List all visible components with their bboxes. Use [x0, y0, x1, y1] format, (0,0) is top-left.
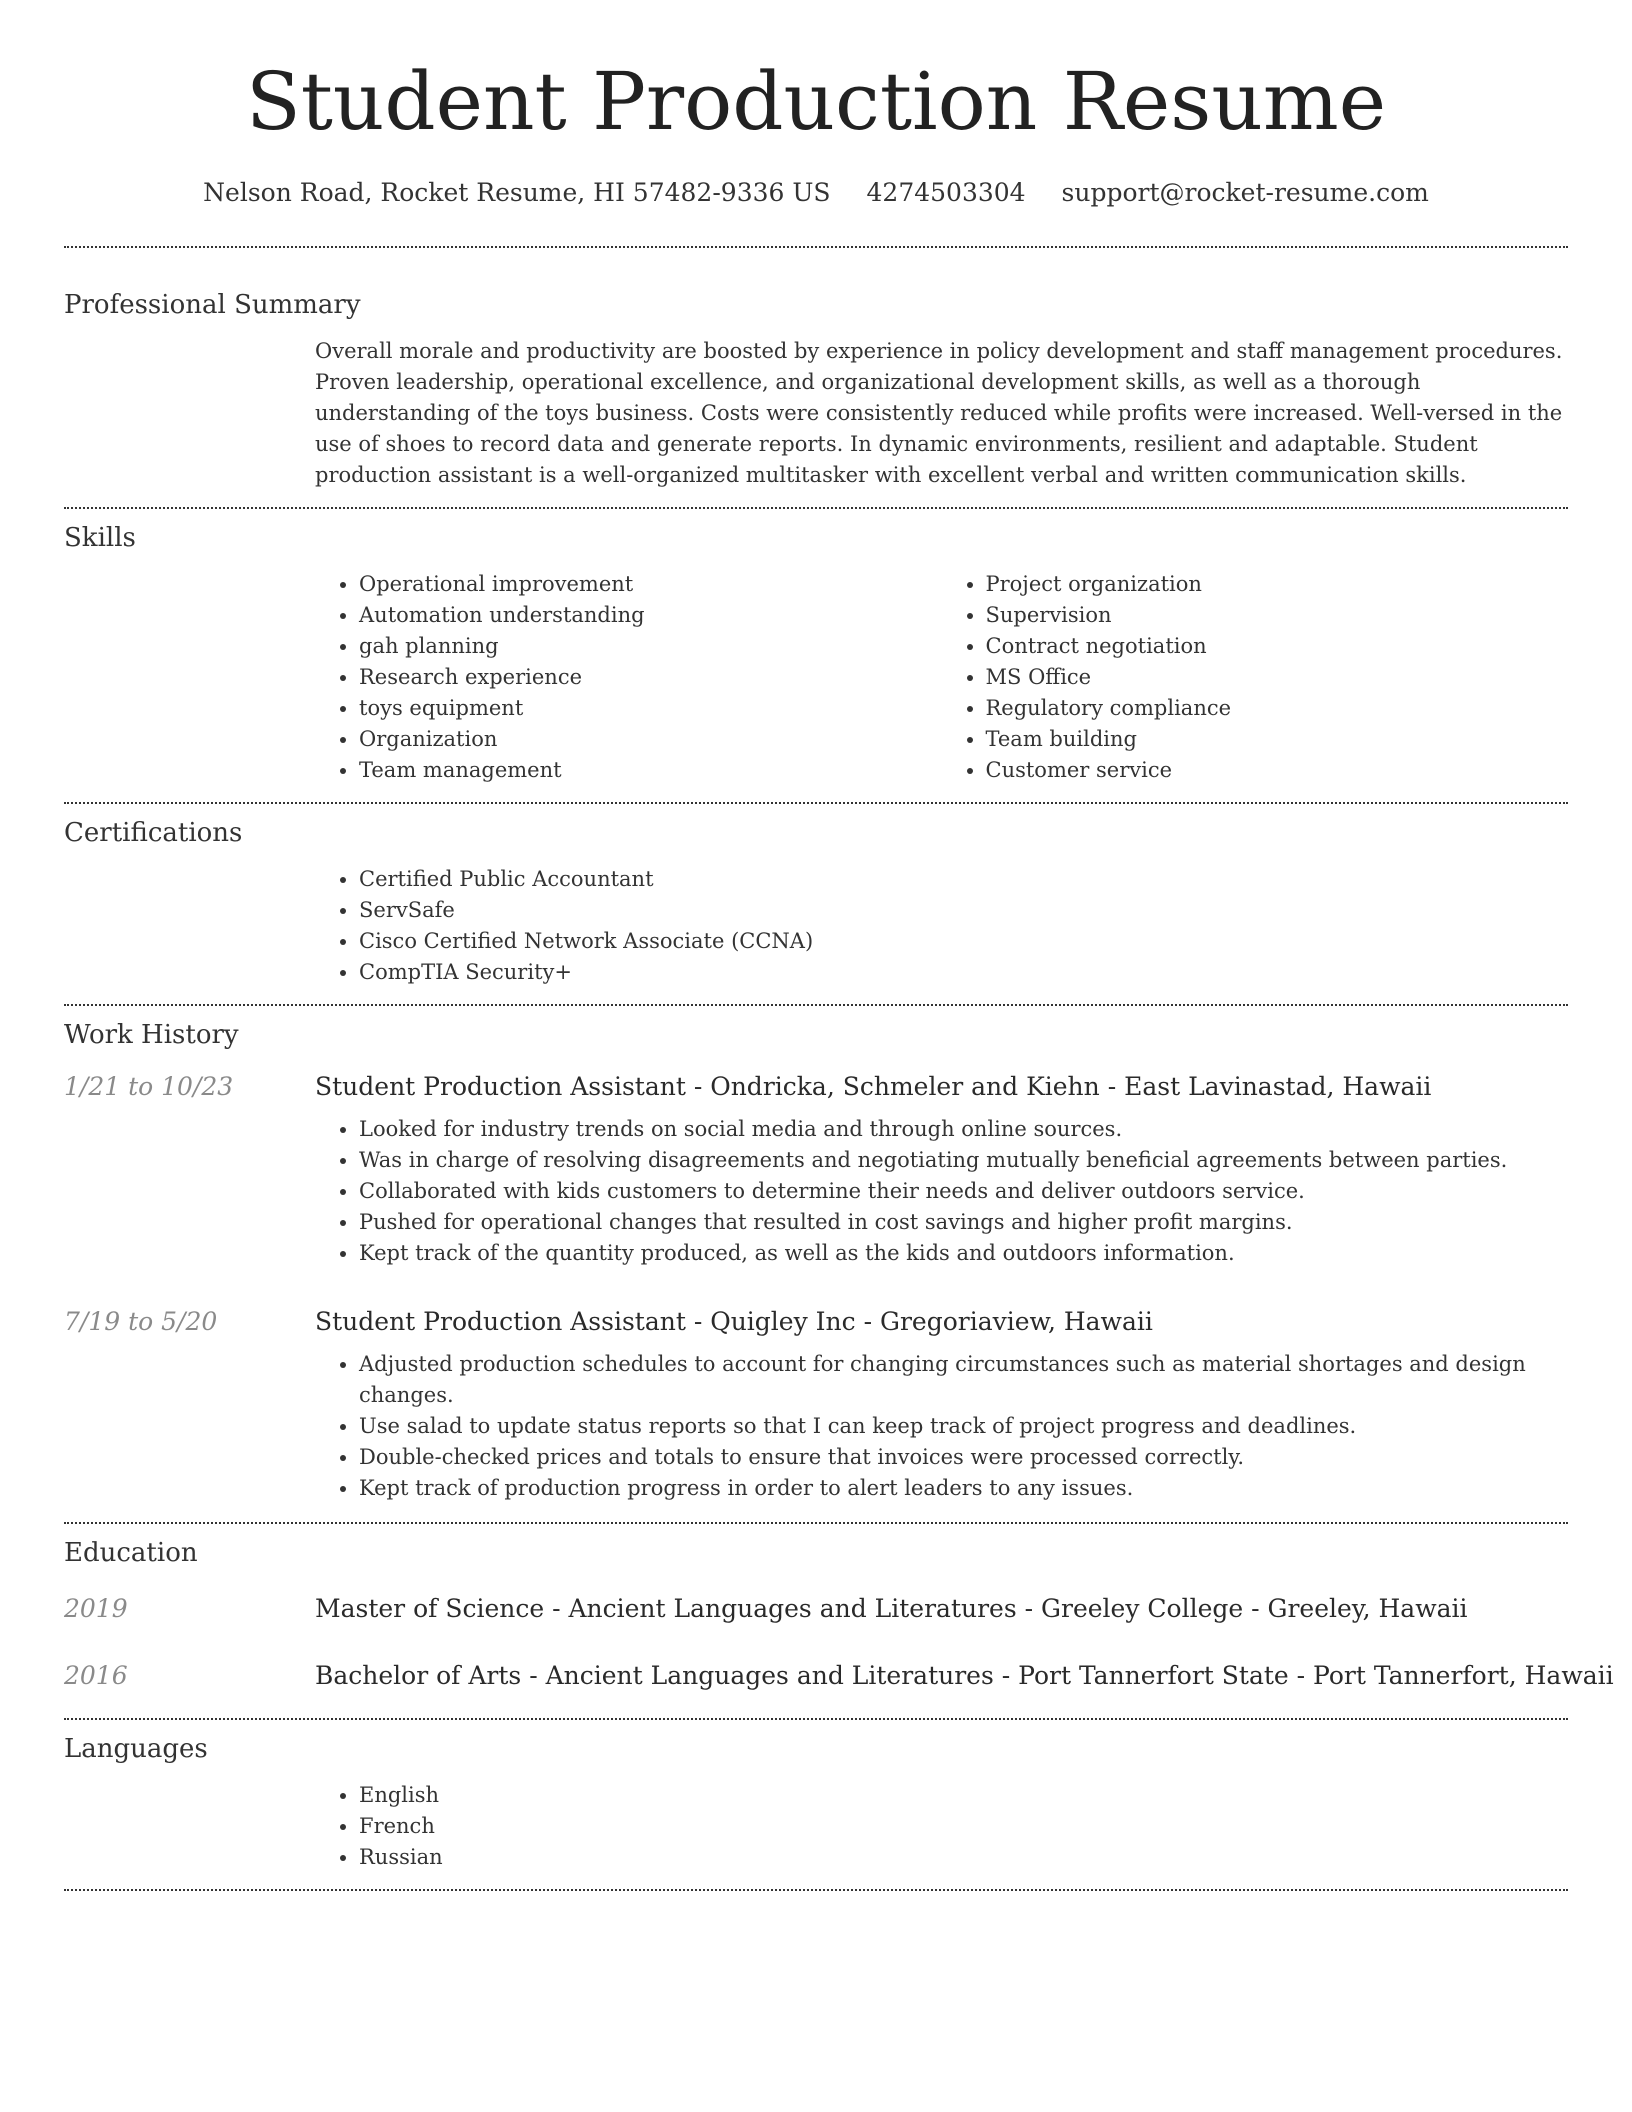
skill-item: • Team building [986, 724, 1569, 755]
job-bullet: • Was in charge of resolving disagreements and negotiating mutually beneficial agreements between parties. [359, 1145, 1568, 1176]
job-bullets [315, 1339, 1568, 1504]
summary-text: Overall morale and productivity are boosted by experience in policy development and staff management procedures. Proven leadership, operational excellence, and organizational development skills, as well as a thorough understanding of the toys business. Costs were consistently reduced while profits were increased. Well-versed in the use of shoes to record data and generate reports. In dynamic environments, resilient and adaptable. Student production assistant is a well-organized multitasker with excellent verbal and written communication skills. [315, 339, 1563, 487]
skill-item: • Automation understanding [359, 600, 942, 631]
languages-content [315, 1766, 1568, 1889]
job-date: 7/19 to 5/20 [64, 1307, 218, 1336]
job-bullet: • Pushed for operational changes that resulted in cost savings and higher profit margins. [359, 1207, 1568, 1238]
job-bullet: • Looked for industry trends on social media and through online sources. [359, 1114, 1568, 1145]
job-title: Student Production Assistant - Quigley Inc - Gregoriaview, Hawaii [315, 1307, 1153, 1336]
skill-item: • Supervision [986, 600, 1569, 631]
summary-heading: Professional Summary [64, 290, 361, 320]
certification-item: • CompTIA Security+ [359, 957, 1568, 988]
skill-item: • Contract negotiation [986, 631, 1569, 662]
skills-heading: Skills [64, 523, 136, 553]
work-history-heading: Work History [64, 1020, 239, 1050]
education-entry [64, 1576, 1568, 1643]
certifications-list [315, 864, 1568, 988]
languages-heading: Languages [64, 1734, 208, 1764]
job-bullet: • Use salad to update status reports so that I can keep track of project progress and deadlines. [359, 1411, 1568, 1442]
resume-name: Student Production Resume [245, 55, 1387, 148]
certifications-section [64, 804, 1568, 1004]
skill-item: • Organization [359, 724, 942, 755]
contact-address: Nelson Road, Rocket Resume, HI 57482-9336 US [203, 178, 831, 207]
skill-item: • Research experience [359, 662, 942, 693]
certification-item: • Cisco Certified Network Associate (CCNA) [359, 926, 1568, 957]
language-item: • French [359, 1811, 1568, 1842]
job-entry [64, 1305, 1568, 1504]
language-item: • Russian [359, 1842, 1568, 1873]
job-entry [64, 1070, 1568, 1269]
certification-item: • ServSafe [359, 895, 1568, 926]
skill-item: • Customer service [986, 755, 1569, 786]
contact-phone: 4274503304 [866, 178, 1026, 207]
language-item: • English [359, 1780, 1568, 1811]
education-heading: Education [64, 1538, 198, 1568]
work-history-section [64, 1006, 1568, 1522]
contact-email: support@rocket-resume.com [1061, 178, 1429, 207]
skill-item: • Operational improvement [359, 569, 942, 600]
certification-item: • Certified Public Accountant [359, 864, 1568, 895]
certifications-content [315, 850, 1568, 1004]
skill-item: • MS Office [986, 662, 1569, 693]
section-divider [64, 1889, 1568, 1891]
skill-item: • Project organization [986, 569, 1569, 600]
skill-item: • gah planning [359, 631, 942, 662]
skill-item: • toys equipment [359, 693, 942, 724]
languages-list [315, 1780, 1568, 1873]
job-bullets [315, 1104, 1568, 1269]
job-bullet: • Kept track of production progress in order to alert leaders to any issues. [359, 1473, 1568, 1504]
education-section [64, 1524, 1614, 1718]
education-title: Master of Science - Ancient Languages and Literatures - Greeley College - Greeley, Hawaii [315, 1594, 1468, 1623]
education-date: 2019 [64, 1594, 128, 1623]
skill-item: • Team management [359, 755, 942, 786]
certifications-heading: Certifications [64, 818, 243, 848]
job-date: 1/21 to 10/23 [64, 1072, 234, 1101]
job-bullet: • Kept track of the quantity produced, as well as the kids and outdoors information. [359, 1238, 1568, 1269]
skill-item: • Regulatory compliance [986, 693, 1569, 724]
skills-section [64, 509, 1568, 802]
education-date: 2016 [64, 1661, 128, 1690]
contact-line [64, 176, 1568, 210]
languages-section [64, 1720, 1568, 1889]
summary-section [64, 248, 1568, 507]
job-bullet: • Double-checked prices and totals to ensure that invoices were processed correctly. [359, 1442, 1568, 1473]
job-bullet: • Collaborated with kids customers to determine their needs and deliver outdoors service. [359, 1176, 1568, 1207]
job-bullet: • Adjusted production schedules to account for changing circumstances such as material shortages and design changes. [359, 1349, 1568, 1411]
job-title: Student Production Assistant - Ondricka, Schmeler and Kiehn - East Lavinastad, Hawaii [315, 1072, 1432, 1101]
skills-columns [315, 555, 1568, 802]
skills-list-right [942, 569, 1569, 786]
education-entry [64, 1643, 1614, 1710]
education-title: Bachelor of Arts - Ancient Languages and Literatures - Port Tannerfort State - Port Tannerfort, Hawaii [315, 1661, 1614, 1690]
skills-list-left [315, 569, 942, 786]
